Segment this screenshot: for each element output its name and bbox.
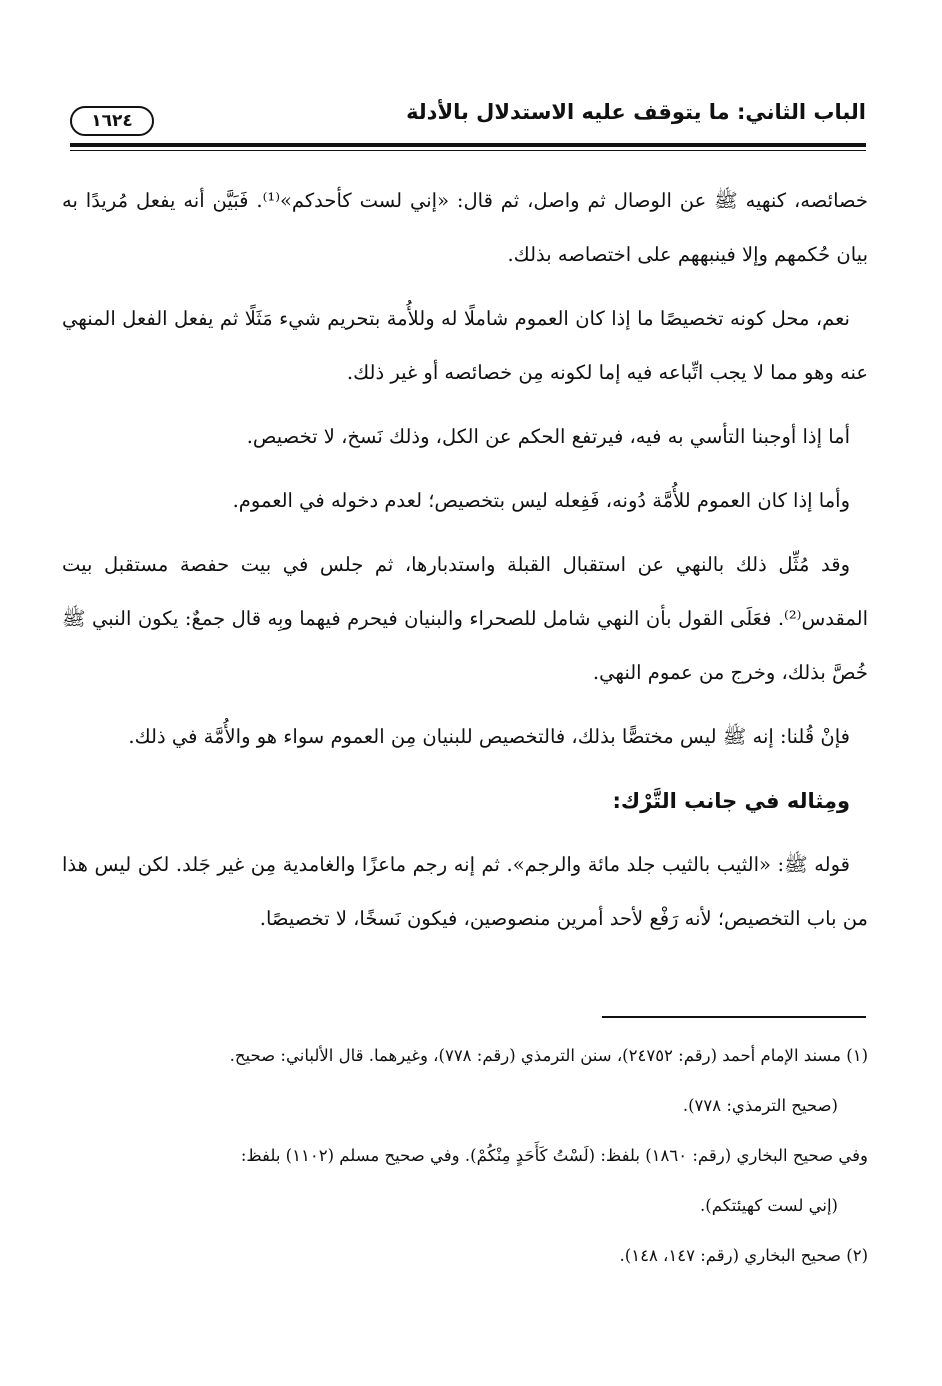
paragraph-7: قوله ﷺ: «الثيب بالثيب جلد مائة والرجم». ثم إنه رجم ماعزًا والغامدية مِن غير جَلد. لكن ليس هذا من باب التخصيص؛ لأنه رَفْع لأحد أمرين منصوصين، فيكون نَسخًا، لا تخصيصًا. (62, 853, 868, 930)
header-rule-thick (70, 143, 866, 147)
header-rule-thin (70, 150, 866, 151)
footnote-1-extra-continuation: (إني لست كهيئتكم). (700, 1196, 838, 1215)
footnote-1-extra: وفي صحيح البخاري (رقم: ١٨٦٠) بلفظ: (لَسْتُ كَأَحَدٍ مِنْكُمْ). وفي صحيح مسلم (١١٠٢) بلفظ: (240, 1146, 868, 1165)
main-text (62, 174, 868, 956)
running-header (70, 98, 866, 142)
footnote-1-continuation: (صحيح الترمذي: ٧٧٨). (682, 1096, 838, 1115)
paragraph-2: نعم، محل كونه تخصيصًا ما إذا كان العموم شاملًا له وللأُمة بتحريم شيء مَثَلًا ثم يفعل الفعل المنهي عنه وهو مما لا يجب اتِّباعه فيه إما لكونه مِن خصائصه أو غير ذلك. (62, 307, 868, 384)
paragraph-1: خصائصه، كنهيه ﷺ عن الوصال ثم واصل، ثم قال: «إني لست كأحدكم»⁽¹⁾. فَبَيَّن أنه يفعل مُريدًا به بيان حُكمهم وإلا فينبههم على اختصاصه بذلك. (62, 189, 868, 266)
paragraph-3: أما إذا أوجبنا التأسي به فيه، فيرتفع الحكم عن الكل، وذلك نَسخ، لا تخصيص. (246, 425, 850, 448)
paragraph-4: وأما إذا كان العموم للأُمَّة دُونه، فَفِعله ليس بتخصيص؛ لعدم دخوله في العموم. (232, 489, 850, 512)
footnote-2: (٢) صحيح البخاري (رقم: ١٤٧، ١٤٨). (619, 1246, 868, 1265)
footnote-separator (602, 1016, 866, 1018)
section-heading: ومِثاله في جانب التَّرْك: (612, 789, 850, 813)
footnote-1: (١) مسند الإمام أحمد (رقم: ٢٤٧٥٢)، سنن الترمذي (رقم: ٧٧٨)، وغيرهما. قال الألباني: صحيح. (229, 1046, 868, 1065)
page-number-badge: ١٦٢٤ (70, 106, 154, 136)
chapter-title: الباب الثاني: ما يتوقف عليه الاستدلال بالأدلة (406, 100, 866, 124)
footnotes (62, 1036, 868, 1286)
paragraph-5: وقد مُثِّل ذلك بالنهي عن استقبال القبلة واستدبارها، ثم جلس في بيت حفصة مستقبل بيت المقدس⁽²⁾. فعَلَى القول بأن النهي شامل للصحراء والبنيان فيحرم فيهما وبِه قال جمعٌ: يكون النبي ﷺ خُصَّ بذلك، وخرج من عموم النهي. (62, 553, 868, 684)
paragraph-6: فإنْ قُلنا: إنه ﷺ ليس مختصًّا بذلك، فالتخصيص للبنيان مِن العموم سواء هو والأُمَّة في ذلك. (128, 725, 850, 748)
